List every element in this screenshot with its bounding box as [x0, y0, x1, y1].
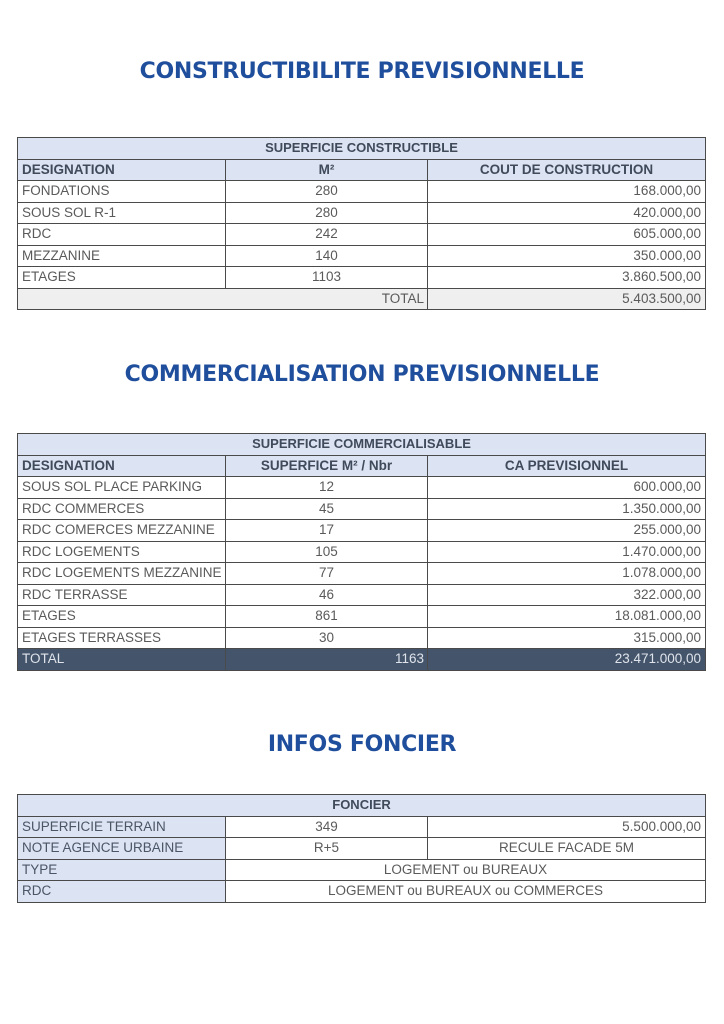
- total-label: TOTAL: [18, 649, 226, 671]
- cell-designation: ETAGES TERRASSES: [18, 627, 226, 649]
- band-superficie-commercialisable: SUPERFICIE COMMERCIALISABLE: [18, 434, 706, 456]
- cell-m2: 280: [226, 202, 428, 224]
- cell-ca: 322.000,00: [428, 584, 706, 606]
- price-terrain: 5.500.000,00: [428, 816, 706, 838]
- label-note-agence: NOTE AGENCE URBAINE: [18, 838, 226, 860]
- table-row: [18, 627, 706, 649]
- table-row: [18, 267, 706, 289]
- cell-qty: 861: [226, 606, 428, 628]
- band-row: [18, 795, 706, 817]
- cell-ca: 1.470.000,00: [428, 541, 706, 563]
- table-foncier: [17, 794, 706, 903]
- table-row: [18, 606, 706, 628]
- cell-designation: RDC: [18, 224, 226, 246]
- label-superficie-terrain: SUPERFICIE TERRAIN: [18, 816, 226, 838]
- table-row: [18, 816, 706, 838]
- cell-qty: 77: [226, 563, 428, 585]
- cell-cost: 350.000,00: [428, 245, 706, 267]
- value-rdc: LOGEMENT ou BUREAUX ou COMMERCES: [226, 881, 706, 903]
- table-row: [18, 541, 706, 563]
- total-row: [18, 288, 706, 310]
- table-row: [18, 563, 706, 585]
- total-row: [18, 649, 706, 671]
- cell-ca: 18.081.000,00: [428, 606, 706, 628]
- title-constructibilite: CONSTRUCTIBILITE PREVISIONNELLE: [139, 59, 585, 84]
- table-row: [18, 881, 706, 903]
- total-qty: 1163: [226, 649, 428, 671]
- cell-qty: 30: [226, 627, 428, 649]
- header-row: [18, 455, 706, 477]
- header-designation: DESIGNATION: [18, 159, 226, 181]
- title-commercialisation: COMMERCIALISATION PREVISIONNELLE: [124, 362, 600, 387]
- cell-m2: 280: [226, 181, 428, 203]
- cell-designation: RDC LOGEMENTS MEZZANINE: [18, 563, 226, 585]
- table-row: [18, 477, 706, 499]
- cell-ca: 255.000,00: [428, 520, 706, 542]
- cell-designation: RDC TERRASSE: [18, 584, 226, 606]
- cell-designation: ETAGES: [18, 606, 226, 628]
- band-row: [18, 138, 706, 160]
- band-row: [18, 434, 706, 456]
- total-ca: 23.471.000,00: [428, 649, 706, 671]
- cell-designation: RDC LOGEMENTS: [18, 541, 226, 563]
- cell-designation: MEZZANINE: [18, 245, 226, 267]
- cell-qty: 46: [226, 584, 428, 606]
- band-foncier: FONCIER: [18, 795, 706, 817]
- cell-designation: RDC COMERCES MEZZANINE: [18, 520, 226, 542]
- total-value: 5.403.500,00: [428, 288, 706, 310]
- cell-designation: FONDATIONS: [18, 181, 226, 203]
- value-recule-facade: RECULE FACADE 5M: [428, 838, 706, 860]
- header-row: [18, 159, 706, 181]
- table-row: [18, 224, 706, 246]
- table-constructibilite: [17, 137, 706, 310]
- cell-ca: 1.350.000,00: [428, 498, 706, 520]
- cell-ca: 600.000,00: [428, 477, 706, 499]
- table-row: [18, 838, 706, 860]
- table-row: [18, 584, 706, 606]
- table-row: [18, 859, 706, 881]
- title-infos-foncier: INFOS FONCIER: [267, 732, 457, 757]
- cell-designation: ETAGES: [18, 267, 226, 289]
- header-designation: DESIGNATION: [18, 455, 226, 477]
- cell-designation: SOUS SOL PLACE PARKING: [18, 477, 226, 499]
- cell-designation: SOUS SOL R-1: [18, 202, 226, 224]
- cell-ca: 315.000,00: [428, 627, 706, 649]
- value-superficie-terrain: 349: [226, 816, 428, 838]
- cell-cost: 168.000,00: [428, 181, 706, 203]
- table-row: [18, 498, 706, 520]
- cell-cost: 605.000,00: [428, 224, 706, 246]
- table-row: [18, 202, 706, 224]
- table-row: [18, 520, 706, 542]
- table-commercialisation: [17, 433, 706, 671]
- cell-cost: 3.860.500,00: [428, 267, 706, 289]
- header-superficie: SUPERFICE M² / Nbr: [226, 455, 428, 477]
- label-rdc: RDC: [18, 881, 226, 903]
- header-cout: COUT DE CONSTRUCTION: [428, 159, 706, 181]
- table-row: [18, 245, 706, 267]
- cell-m2: 1103: [226, 267, 428, 289]
- cell-cost: 420.000,00: [428, 202, 706, 224]
- header-ca: CA PREVISIONNEL: [428, 455, 706, 477]
- table-row: [18, 181, 706, 203]
- cell-m2: 140: [226, 245, 428, 267]
- cell-qty: 45: [226, 498, 428, 520]
- label-type: TYPE: [18, 859, 226, 881]
- value-note-agence: R+5: [226, 838, 428, 860]
- cell-qty: 17: [226, 520, 428, 542]
- cell-ca: 1.078.000,00: [428, 563, 706, 585]
- total-label: TOTAL: [18, 288, 428, 310]
- band-superficie-constructible: SUPERFICIE CONSTRUCTIBLE: [18, 138, 706, 160]
- cell-qty: 105: [226, 541, 428, 563]
- header-m2: M²: [226, 159, 428, 181]
- cell-m2: 242: [226, 224, 428, 246]
- cell-designation: RDC COMMERCES: [18, 498, 226, 520]
- cell-qty: 12: [226, 477, 428, 499]
- value-type: LOGEMENT ou BUREAUX: [226, 859, 706, 881]
